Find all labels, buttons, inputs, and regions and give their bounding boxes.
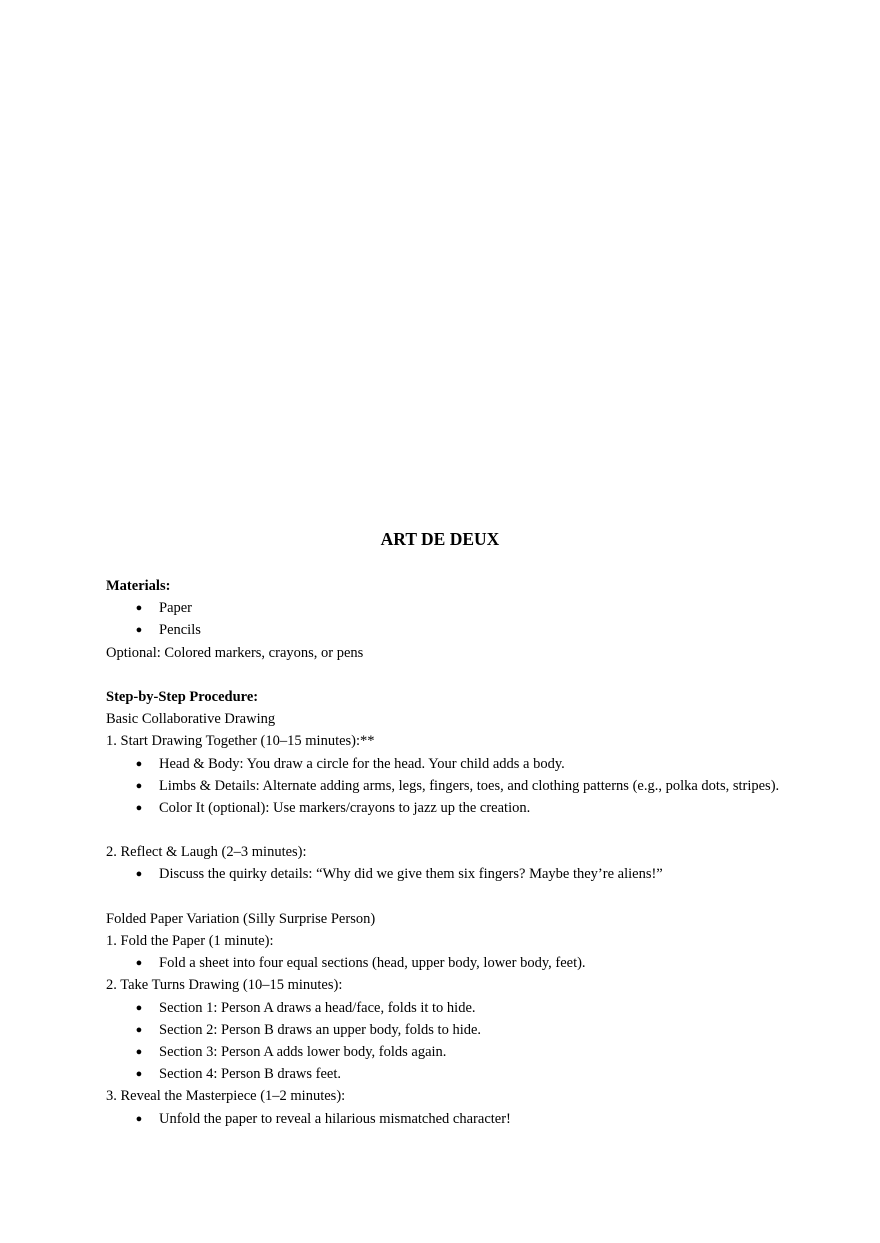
list-item-text: Limbs & Details: Alternate adding arms, legs, fingers, toes, and clothing patterns (e.g., polka dots, stripes). [159,777,780,794]
list-item [106,997,786,1019]
folded-step1-label: 1. Fold the Paper (1 minute): [106,933,274,949]
basic-step2-label: 2. Reflect & Laugh (2–3 minutes): [106,844,307,861]
list-item [106,1041,786,1063]
spacer [106,819,786,841]
list-item-text: Fold a sheet into four equal sections (head, upper body, lower body, feet). [159,955,586,972]
materials-item-text: Paper [159,600,193,617]
folded-section-title: Folded Paper Variation (Silly Surprise Person) [106,910,376,927]
bullet-icon: ● [135,1023,143,1036]
list-item-text: Section 2: Person B draws an upper body, folds to hide. [159,1021,482,1038]
materials-item [106,597,786,619]
list-item-text: Head & Body: You draw a circle for the head. Your child adds a body. [159,755,565,772]
list-item-text: Unfold the paper to reveal a hilarious mismatched character! [159,1110,511,1127]
folded-step2-label: 2. Take Turns Drawing (10–15 minutes): [106,977,343,994]
bullet-icon: ● [135,1068,143,1081]
bullet-icon: ● [135,757,143,770]
list-item [106,1108,786,1130]
list-item [106,1019,786,1041]
list-item [106,952,786,974]
spacer [106,664,786,686]
spacer [106,886,786,908]
list-item-text: Color It (optional): Use markers/crayons to jazz up the creation. [159,799,531,816]
basic-section-title: Basic Collaborative Drawing [106,711,276,728]
list-item-text: Discuss the quirky details: “Why did we give them six fingers? Maybe they’re aliens!” [159,866,663,883]
bullet-icon: ● [135,602,143,615]
materials-item-text: Pencils [159,622,201,639]
document-title: ART DE DEUX [380,529,500,549]
bullet-icon: ● [135,1045,143,1058]
document-content [106,528,786,1130]
folded-step3-label: 3. Reveal the Masterpiece (1–2 minutes): [106,1088,346,1105]
procedure-heading: Step-by-Step Procedure: [106,688,259,705]
bullet-icon: ● [135,1112,143,1125]
list-item [106,753,786,775]
basic-step1-label: 1. Start Drawing Together (10–15 minutes):** [106,733,375,750]
bullet-icon: ● [135,957,143,970]
list-item [106,863,786,885]
list-item-text: Section 3: Person A adds lower body, folds again. [159,1043,447,1060]
list-item [106,797,786,819]
bullet-icon: ● [135,1001,143,1014]
list-item [106,1063,786,1085]
bullet-icon: ● [135,868,143,881]
bullet-icon: ● [135,801,143,814]
materials-heading: Materials: [106,578,171,594]
list-item-text: Section 1: Person A draws a head/face, folds it to hide. [159,999,476,1016]
bullet-icon: ● [135,779,143,792]
materials-optional: Optional: Colored markers, crayons, or pens [106,644,364,661]
list-item [106,775,786,797]
materials-item [106,619,786,641]
bullet-icon: ● [135,624,143,637]
list-item-text: Section 4: Person B draws feet. [159,1066,342,1083]
